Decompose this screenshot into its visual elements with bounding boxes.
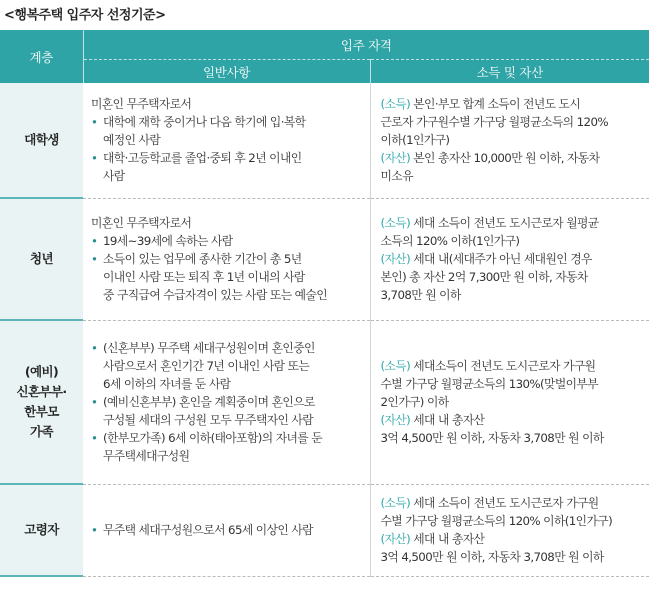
bullet-line: 대학·고등학교를 졸업·중퇴 후 2년 이내인 — [103, 151, 302, 166]
income-text: 본인·부모 합계 소득이 전년도 도시 — [410, 97, 581, 112]
bullet-line: 대학에 재학 중이거나 다음 학기에 입·복학 — [103, 115, 306, 130]
bullet-line: 6세 이하의 자녀를 둔 사람 — [103, 377, 231, 391]
income-cell — [370, 198, 649, 320]
general-cell — [83, 198, 370, 320]
header-income: 소득 및 자산 — [370, 60, 649, 84]
general-bullet — [91, 149, 364, 185]
income-tag: (소득) — [380, 359, 411, 373]
bullet-line: (한부모가족) 6세 이하(태아포함)의 자녀를 둔 — [103, 431, 323, 445]
bullet-line: 사람 — [103, 169, 125, 184]
income-item — [381, 149, 644, 185]
income-text: 세대 소득이 전년도 도시근로자 가구원 — [410, 496, 599, 510]
income-text: 세대 내(세대주가 아닌 세대원인 경우 — [410, 252, 592, 266]
category-label: 한부모 — [24, 404, 59, 419]
bullet-icon: • — [91, 151, 98, 166]
general-bullet — [91, 393, 364, 429]
bullet-line: (신혼부부) 무주택 세대구성원이며 혼인중인 — [103, 341, 315, 355]
category-cell — [0, 320, 83, 484]
table-row — [0, 198, 649, 320]
income-line — [381, 95, 644, 113]
income-cell — [370, 83, 649, 198]
income-line: 3억 4,500만 원 이하, 자동차 3,708만 원 이하 — [380, 431, 604, 445]
general-bullet — [91, 429, 364, 465]
bullet-line: 사람으로서 혼인기간 7년 이내인 사람 또는 — [103, 359, 310, 373]
category-label: 가족 — [30, 424, 53, 439]
bullet-line: 무주택 세대구성원으로서 65세 이상인 사람 — [103, 523, 313, 537]
bullet-line: 무주택세대구성원 — [103, 449, 190, 463]
income-line: 미소유 — [380, 169, 413, 184]
income-line: 수별 가구당 월평균소득의 130%(맞벌이부부 — [380, 377, 599, 391]
category-cell — [0, 484, 83, 576]
bullet-icon: • — [91, 341, 98, 355]
income-text: 본인 총자산 10,000만 원 이하, 자동차 — [410, 151, 600, 166]
table-row — [0, 320, 649, 484]
income-item — [381, 494, 644, 530]
bullet-text — [103, 339, 315, 393]
category-cell — [0, 83, 83, 198]
category-label: (예비) — [24, 364, 59, 379]
income-tag: (자산) — [380, 413, 411, 427]
table-row — [0, 484, 649, 576]
income-cell — [370, 320, 649, 484]
selection-criteria-table — [0, 30, 649, 577]
general-bullet — [91, 521, 364, 539]
bullet-icon: • — [91, 395, 98, 409]
bullet-text — [103, 113, 305, 149]
income-text: 세대 내 총자산 — [410, 413, 485, 427]
income-tag: (소득) — [380, 216, 411, 230]
income-tag: (소득) — [380, 97, 411, 112]
category-label: 신혼부부· — [16, 384, 67, 399]
header-category: 계층 — [0, 30, 83, 83]
general-bullet — [91, 250, 364, 304]
bullet-icon: • — [91, 431, 98, 445]
general-bullet — [91, 232, 364, 250]
income-line: 수별 가구당 월평균소득의 120% 이하(1인가구) — [380, 514, 613, 528]
income-text: 세대 내 총자산 — [410, 532, 485, 546]
income-tag: (자산) — [380, 151, 411, 166]
income-tag: (소득) — [380, 496, 411, 510]
category-label: 청년 — [30, 251, 53, 266]
income-line — [381, 357, 644, 375]
bullet-line: 이내인 사람 또는 퇴직 후 1년 이내의 사람 — [103, 270, 305, 284]
income-item — [381, 95, 644, 149]
income-line: 3,708만 원 이하 — [380, 288, 461, 302]
income-tag: (자산) — [380, 532, 411, 546]
income-item — [381, 530, 644, 566]
bullet-line: 중 구직급여 수급자격이 있는 사람 또는 예술인 — [103, 288, 328, 302]
bullet-text — [103, 149, 302, 185]
category-label: 고령자 — [24, 522, 59, 537]
income-line — [381, 494, 644, 512]
income-line — [381, 411, 644, 429]
bullet-line: (예비신혼부부) 혼인을 계획중이며 혼인으로 — [103, 395, 315, 409]
income-line: 근로자 가구원수별 가구당 월평균소득의 120% — [380, 115, 608, 130]
header-qualification: 입주 자격 — [83, 30, 649, 60]
income-item — [381, 411, 644, 447]
bullet-line: 소득이 있는 업무에 종사한 기간이 총 5년 — [103, 252, 302, 266]
bullet-icon: • — [91, 234, 98, 248]
income-line — [381, 250, 644, 268]
general-bullet — [91, 339, 364, 393]
general-cell — [83, 83, 370, 198]
bullet-text — [103, 429, 322, 465]
bullet-icon: • — [91, 252, 98, 266]
income-line: 3억 4,500만 원 이하, 자동차 3,708만 원 이하 — [380, 550, 604, 564]
income-line — [381, 530, 644, 548]
page-title: <행복주택 입주자 선정기준> — [4, 8, 166, 23]
income-item — [381, 357, 644, 411]
header-general: 일반사항 — [83, 60, 370, 84]
general-cell — [83, 320, 370, 484]
income-line: 본인) 총 자산 2억 7,300만 원 이하, 자동차 — [380, 270, 588, 284]
income-item — [381, 214, 644, 250]
general-cell — [83, 484, 370, 576]
bullet-text — [103, 232, 233, 250]
bullet-line: 구성될 세대의 구성원 모두 무주택자인 사람 — [103, 413, 314, 427]
bullet-icon: • — [91, 523, 98, 537]
income-tag: (자산) — [380, 252, 411, 266]
bullet-text — [103, 250, 327, 304]
bullet-line: 19세~39세에 속하는 사람 — [103, 234, 233, 248]
category-label: 대학생 — [24, 132, 59, 147]
general-bullet — [91, 113, 364, 149]
income-text: 세대소득이 전년도 도시근로자 가구원 — [410, 359, 596, 373]
bullet-text — [103, 393, 315, 429]
category-cell — [0, 198, 83, 320]
income-cell — [370, 484, 649, 576]
income-text: 세대 소득이 전년도 도시근로자 월평균 — [410, 216, 599, 230]
general-intro: 미혼인 무주택자로서 — [91, 97, 192, 112]
bullet-text — [103, 521, 313, 539]
general-intro: 미혼인 무주택자로서 — [91, 216, 192, 230]
income-line: 이하(1인가구) — [380, 133, 450, 148]
bullet-line: 예정인 사람 — [103, 133, 161, 148]
income-line: 2인가구) 이하 — [380, 395, 449, 409]
income-line — [381, 214, 644, 232]
income-line: 소득의 120% 이하(1인가구) — [380, 234, 520, 248]
table-row — [0, 83, 649, 198]
income-item — [381, 250, 644, 304]
bullet-icon: • — [91, 115, 98, 130]
income-line — [381, 149, 644, 167]
